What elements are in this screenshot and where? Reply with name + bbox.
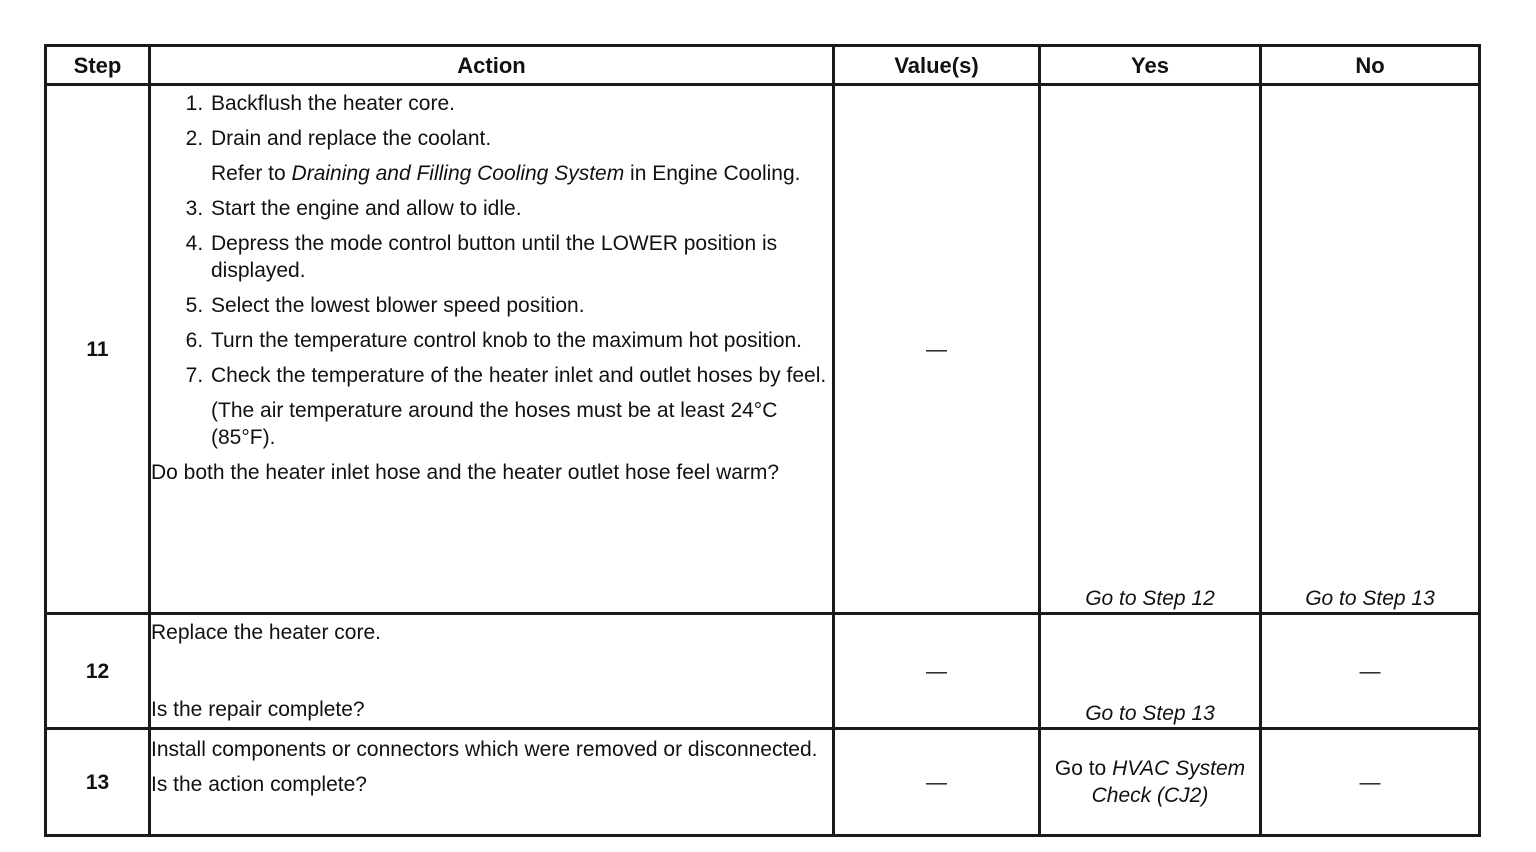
- action-text: Replace the heater core.: [151, 621, 381, 644]
- action-cell: [150, 614, 834, 729]
- header-yes: Yes: [1040, 46, 1261, 85]
- action-question: Do both the heater inlet hose and the heater outlet hose feel warm?: [151, 461, 780, 484]
- value-cell: [834, 729, 1040, 836]
- table-row: [46, 85, 1480, 614]
- header-no: No: [1261, 46, 1480, 85]
- action-step: 3. Start the engine and allow to idle.: [209, 195, 832, 222]
- yes-cell: Go to Step 13: [1040, 614, 1261, 729]
- action-question: Is the action complete?: [151, 773, 367, 796]
- action-text: Install components or connectors which were removed or disconnected.: [151, 738, 818, 761]
- value-cell: [834, 614, 1040, 729]
- action-step: 4. Depress the mode control button until the LOWER position is displayed.: [209, 230, 832, 284]
- header-row: [46, 46, 1480, 85]
- step-number: 13: [46, 729, 150, 836]
- action-step: 5. Select the lowest blower speed position.: [209, 292, 832, 319]
- action-steps-list: [151, 90, 832, 451]
- action-step: 2. Drain and replace the coolant. Refer to Draining and Filling Cooling System in Engine Cooling.: [209, 125, 832, 187]
- header-step: Step: [46, 46, 150, 85]
- action-step-note: Refer to Draining and Filling Cooling System in Engine Cooling.: [211, 162, 801, 185]
- no-cell: —: [1261, 614, 1480, 729]
- table-row: [46, 729, 1480, 836]
- no-cell: Go to Step 13: [1261, 85, 1480, 614]
- value-text: —: [926, 659, 947, 683]
- header-values: Value(s): [834, 46, 1040, 85]
- action-cell: [150, 729, 834, 836]
- yes-cell: [1040, 729, 1261, 836]
- yes-reference: HVAC System Check (CJ2): [1091, 757, 1246, 807]
- step-number: 11: [46, 85, 150, 614]
- yes-prefix: Go to: [1054, 757, 1113, 780]
- reference-link-text: Draining and Filling Cooling System: [291, 162, 625, 185]
- action-step: 6. Turn the temperature control knob to the maximum hot position.: [209, 327, 832, 354]
- step-number: 12: [46, 614, 150, 729]
- action-step: 7. Check the temperature of the heater inlet and outlet hoses by feel. (The air temperature around the hoses must be at least 24°C (85°F).: [209, 362, 832, 451]
- no-cell: —: [1261, 729, 1480, 836]
- header-action: Action: [150, 46, 834, 85]
- action-cell: [150, 85, 834, 614]
- value-cell: [834, 85, 1040, 614]
- value-text: —: [926, 337, 947, 361]
- table-row: [46, 614, 1480, 729]
- value-text: —: [926, 770, 947, 794]
- action-step-note: (The air temperature around the hoses must be at least 24°C (85°F).: [211, 399, 778, 449]
- action-step: 1. Backflush the heater core.: [209, 90, 832, 117]
- yes-cell: Go to Step 12: [1040, 85, 1261, 614]
- diagnostic-table: [44, 44, 1481, 837]
- action-question: Is the repair complete?: [151, 698, 365, 721]
